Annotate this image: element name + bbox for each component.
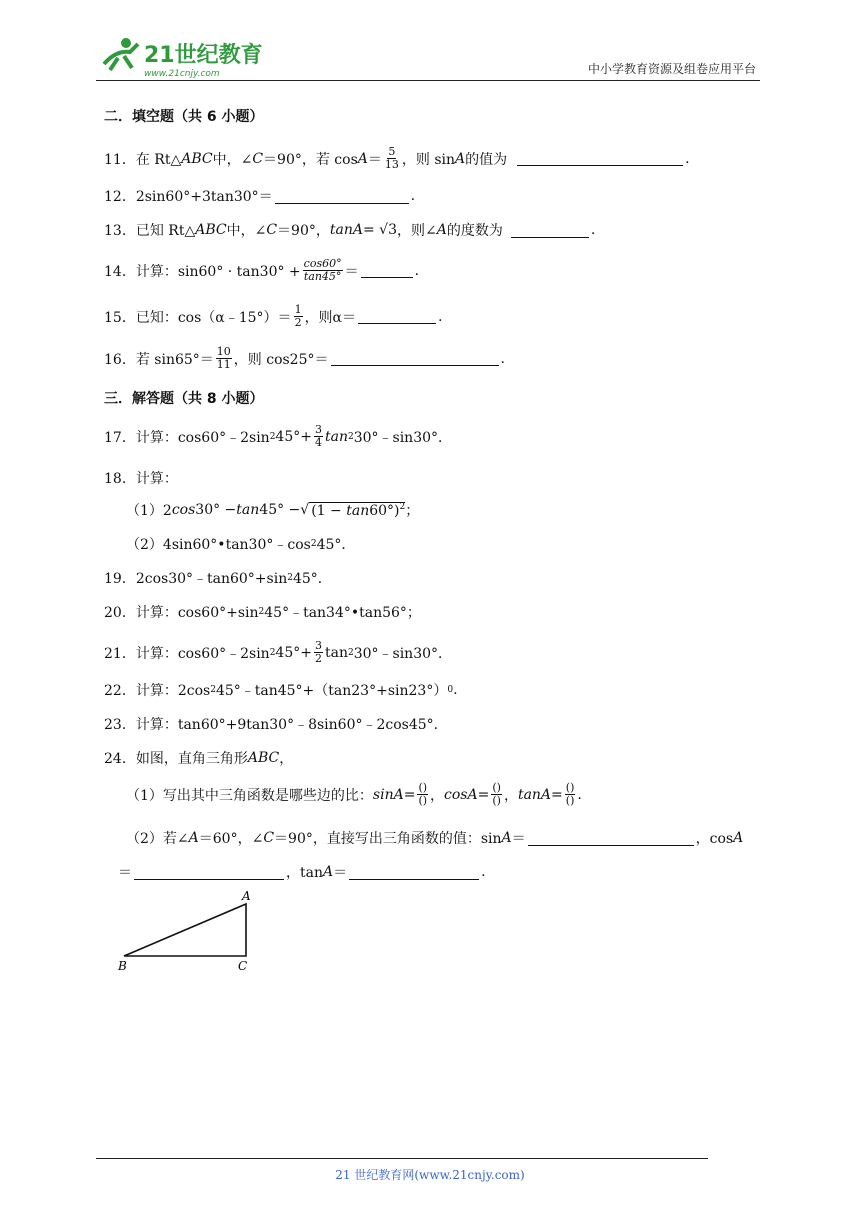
answer-blank[interactable] bbox=[331, 351, 499, 366]
site-logo bbox=[96, 34, 266, 80]
fraction: $\frac{\cos 60^\circ}{\tan 45^\circ}$ bbox=[303, 257, 342, 283]
fraction-blank[interactable]: $\frac{()}{()}$ bbox=[418, 781, 428, 807]
header-tagline: 中小学教育资源及组卷应用平台 bbox=[587, 62, 756, 76]
question-14: 14． 计算：sin60° · tan30° + $\frac{\cos 60^\circ}{\tan 45^\circ}$ ＝ . bbox=[104, 257, 420, 283]
question-24-part-1: （1）写出其中三角函数是哪些边的比： sinA = $\frac{()}{()}$ ， cosA = $\frac{()}{()}$ ， tanA = $\frac{()}{()}$ . bbox=[126, 781, 582, 807]
question-24-part-2: （2）若∠ A ＝60°，∠ C ＝90°，直接写出三角函数的值：sin A ＝ ，cos A bbox=[126, 830, 744, 847]
question-11: 11． 在 Rt△ ABC 中，∠ C ＝90°，若 cos A ＝ $\frac{5}{13}$ ，则 sin A 的值为 . bbox=[104, 145, 690, 171]
right-triangle-figure bbox=[112, 888, 262, 978]
question-24-part-2-continued: ＝ ，tan A ＝ . bbox=[118, 864, 486, 881]
fraction: $\frac{1}{2}$ bbox=[294, 303, 302, 329]
question-18-part-2: （2）4sin60°•tan30°﹣cos 2 45°． bbox=[126, 537, 356, 553]
vertex-label-b: B bbox=[118, 959, 127, 973]
section-title-solutions: 三．解答题（共 8 小题） bbox=[104, 391, 264, 407]
vertex-label-a: A bbox=[242, 889, 251, 903]
question-19: 19． 2cos30°﹣tan60°+sin 2 45°． bbox=[104, 571, 332, 587]
svg-text:21世纪教育: 21世纪教育 bbox=[144, 43, 263, 68]
question-17: 17． 计算：cos60°﹣2sin 2 45°+ $\frac{3}{4}$ tan 2 30°﹣sin30°． bbox=[104, 423, 453, 449]
answer-blank[interactable] bbox=[517, 151, 683, 166]
triangle-shape bbox=[124, 904, 246, 956]
question-22: 22． 计算：2cos 2 45°﹣tan45°+（tan23°+sin23°） 0 . bbox=[104, 682, 458, 699]
fraction: $\frac{3}{2}$ bbox=[314, 639, 322, 665]
question-18: 18． 计算： bbox=[104, 471, 178, 487]
question-15: 15． 已知：cos（α﹣15°）＝ $\frac{1}{2}$ ，则α＝ . bbox=[104, 303, 443, 329]
answer-blank[interactable] bbox=[361, 263, 413, 278]
question-20: 20． 计算：cos60°+sin 2 45°﹣tan34°•tan56°； bbox=[104, 605, 421, 621]
fraction: $\frac{3}{4}$ bbox=[314, 423, 322, 449]
question-12: 12． 2sin60°+3tan30°＝ . bbox=[104, 188, 416, 205]
question-23: 23． 计算：tan60°+9tan30°﹣8sin60°﹣2cos45°． bbox=[104, 717, 448, 733]
question-21: 21． 计算：cos60°﹣2sin 2 45°+ $\frac{3}{2}$ tan 2 30°﹣sin30°． bbox=[104, 639, 453, 665]
fraction-blank[interactable]: $\frac{()}{()}$ bbox=[492, 781, 501, 807]
answer-blank[interactable] bbox=[358, 309, 436, 324]
header-divider bbox=[96, 80, 760, 81]
fraction: $\frac{5}{13}$ bbox=[384, 145, 399, 171]
question-24: 24． 如图，直角三角形 ABC ， bbox=[104, 750, 294, 767]
answer-blank[interactable] bbox=[528, 831, 694, 846]
question-13: 13． 已知 Rt△ ABC 中，∠ C ＝90°， tanA = √3 ，则∠ A 的度数为 . bbox=[104, 222, 596, 239]
question-18-part-1: （1）2 cos 30° − tan 45° − √ $(1 - \tan 60^\circ)^2$ ； bbox=[126, 501, 420, 519]
footer-divider bbox=[96, 1158, 708, 1159]
footer-text[interactable]: 21 世纪教育网(www.21cnjy.com) bbox=[335, 1168, 525, 1182]
runner-icon bbox=[104, 38, 138, 70]
answer-blank[interactable] bbox=[511, 223, 589, 238]
answer-blank[interactable] bbox=[275, 189, 409, 204]
fraction: $\frac{10}{11}$ bbox=[216, 345, 231, 371]
square-root: √ $(1 - \tan 60^\circ)^2$ bbox=[300, 501, 406, 519]
answer-blank[interactable] bbox=[134, 865, 284, 880]
svg-text:www.21cnjy.com: www.21cnjy.com bbox=[144, 69, 220, 79]
question-16: 16． 若 sin65°＝ $\frac{10}{11}$ ，则 cos25°＝ . bbox=[104, 345, 505, 371]
answer-blank[interactable] bbox=[349, 865, 479, 880]
fraction-blank[interactable]: $\frac{()}{()}$ bbox=[565, 781, 575, 807]
section-title-fill-in: 二．填空题（共 6 小题） bbox=[104, 109, 264, 125]
vertex-label-c: C bbox=[238, 959, 248, 973]
